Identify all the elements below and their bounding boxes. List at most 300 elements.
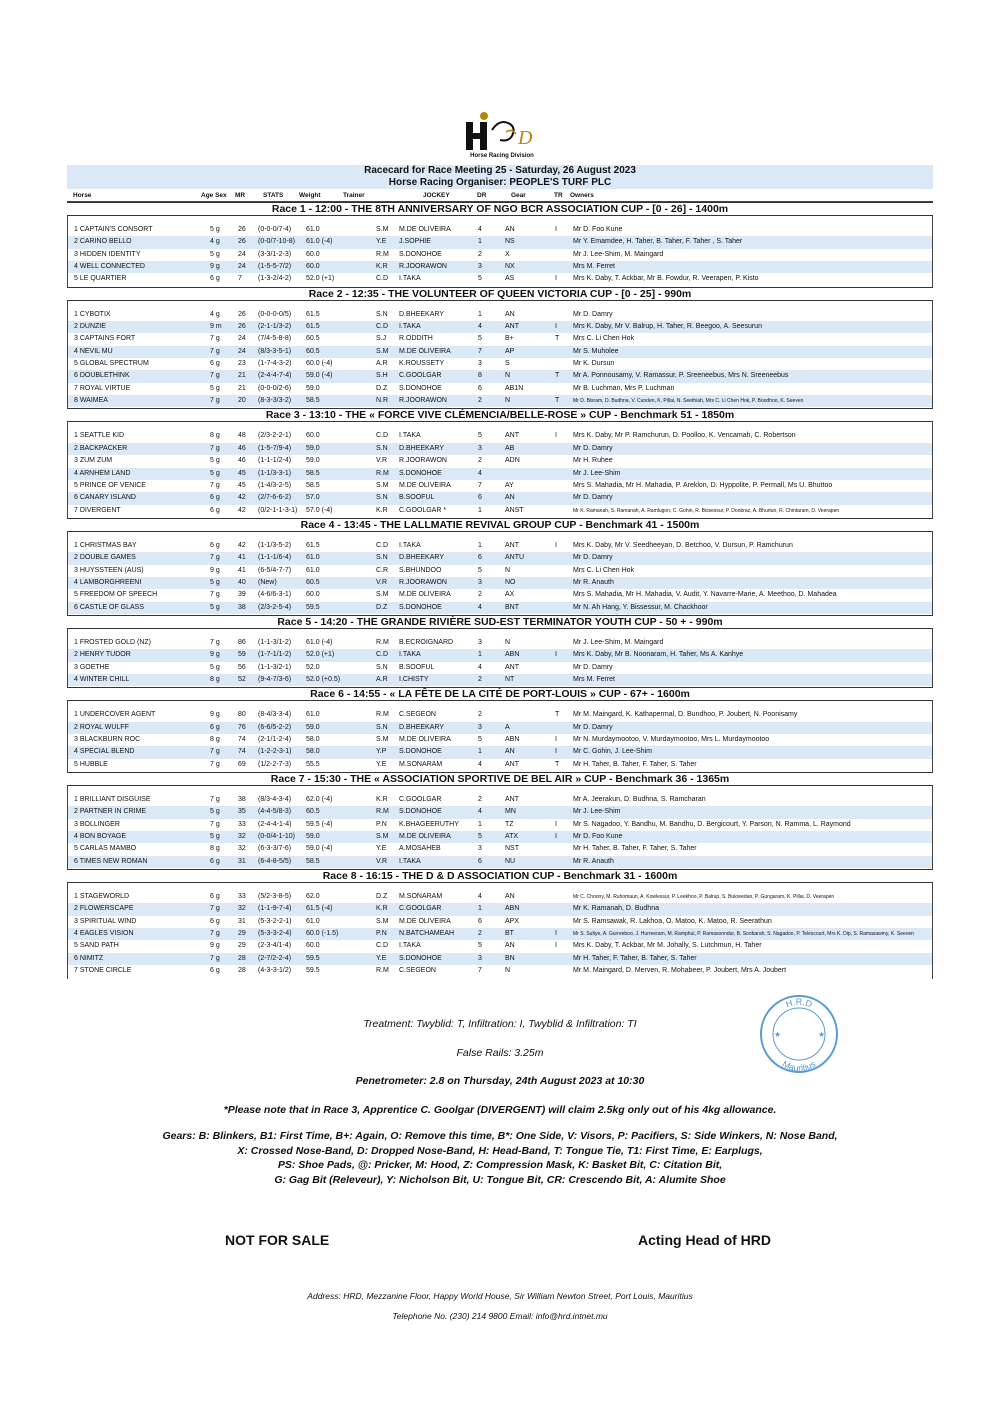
cell-age: 5 g bbox=[210, 663, 220, 671]
cell-jockey: C.GOOLGAR * bbox=[399, 506, 447, 514]
race-table bbox=[67, 216, 933, 287]
cell-stats: (6-5/4-7-7) bbox=[258, 566, 292, 574]
cell-weight: 57.0 bbox=[306, 494, 320, 502]
cell-horse: 5 SAND PATH bbox=[74, 942, 119, 950]
cell-dr: 3 bbox=[478, 444, 482, 452]
cell-age: 9 g bbox=[210, 263, 220, 271]
cell-gear: NX bbox=[505, 263, 515, 271]
cell-trainer: R.M bbox=[376, 250, 389, 258]
cell-horse: 7 DIVERGENT bbox=[74, 506, 121, 514]
cell-gear: NS bbox=[505, 238, 515, 246]
cell-age: 7 g bbox=[210, 591, 220, 599]
table-row bbox=[68, 891, 932, 903]
cell-owners: Mrs K. Daby, T. Ackbar, Mr B. Fowdur, R. Veerapen, P. Kisto bbox=[573, 275, 759, 283]
cell-trainer: S.N bbox=[376, 663, 388, 671]
cell-weight: 61.0 bbox=[306, 226, 320, 233]
table-row bbox=[68, 430, 932, 442]
cell-jockey: R.JOORAWON bbox=[399, 578, 447, 586]
cell-gear: ANT bbox=[505, 760, 519, 768]
cell-tr: I bbox=[555, 226, 557, 233]
table-row bbox=[68, 831, 932, 843]
cell-gear: N bbox=[505, 372, 511, 380]
cell-stats: (2-4-4-1-4) bbox=[258, 820, 292, 828]
cell-stats: (4-4-5/8-3) bbox=[258, 808, 292, 816]
cell-stats: (1/2-2-7-3) bbox=[258, 760, 292, 768]
cell-owners: Mr D. Damry bbox=[573, 444, 613, 452]
cell-stats: (1-7-4-3-2) bbox=[258, 360, 292, 368]
cell-gear: AN bbox=[505, 310, 515, 318]
cell-trainer: Y.E bbox=[376, 954, 387, 962]
cell-stats: (5-3-2-2-1) bbox=[258, 917, 292, 925]
cell-owners: Mr S. Nagadoo, Y. Bandhu, M. Bandhu, D. Bergicourt, Y. Parson, N. Ramma, L. Raymond bbox=[573, 820, 851, 828]
cell-mr: 21 bbox=[238, 384, 246, 392]
cell-mr: 20 bbox=[238, 397, 246, 405]
cell-owners: Mrs K. Daby, Mr V. Seedheeyan, D. Betchoo, V. Dursun, P. Ramchurun bbox=[573, 541, 793, 549]
cell-horse: 1 FROSTED GOLD (NZ) bbox=[74, 638, 152, 646]
cell-jockey: M.DE OLIVEIRA bbox=[399, 736, 451, 743]
cell-jockey: B.SOOFUL bbox=[399, 663, 435, 671]
cell-dr: 3 bbox=[478, 638, 482, 646]
table-row bbox=[68, 273, 932, 285]
logo-caption: Horse Racing Division bbox=[470, 153, 534, 159]
cell-trainer: S.J bbox=[376, 335, 387, 343]
cell-mr: 35 bbox=[238, 808, 246, 816]
treatment-note: Treatment: Twyblid: T, Infiltration: I, Twyblid & Infiltration: TI bbox=[363, 1018, 637, 1030]
col-age-sex: Age Sex bbox=[201, 192, 227, 199]
table-row bbox=[68, 236, 932, 248]
cell-horse: 7 STONE CIRCLE bbox=[74, 967, 132, 975]
table-row bbox=[68, 358, 932, 370]
cell-age: 9 g bbox=[210, 651, 220, 659]
col-owners: Owners bbox=[570, 192, 594, 199]
cell-horse: 5 CARLAS MAMBO bbox=[74, 845, 137, 853]
cell-age: 8 g bbox=[210, 675, 220, 683]
cell-weight: 58.0 bbox=[306, 748, 320, 756]
table-row bbox=[68, 819, 932, 831]
cell-owners: Mr D. Damry bbox=[573, 310, 613, 318]
cell-mr: 26 bbox=[238, 226, 246, 233]
cell-trainer: S.N bbox=[376, 723, 388, 731]
cell-jockey: M.DE OLIVEIRA bbox=[399, 917, 451, 925]
cell-mr: 69 bbox=[238, 760, 246, 768]
cell-jockey: I.TAKA bbox=[399, 857, 421, 865]
cell-trainer: C.R bbox=[376, 566, 389, 574]
cell-owners: Mr S. Muholee bbox=[573, 347, 619, 355]
cell-stats: (6-3-3/7-6) bbox=[258, 845, 292, 853]
cell-stats: (2-1-1/3-2) bbox=[258, 323, 292, 331]
cell-trainer: A.R bbox=[376, 360, 388, 368]
cell-weight: 59.0 bbox=[306, 444, 320, 452]
cell-gear: ANT bbox=[505, 432, 519, 440]
cell-mr: 26 bbox=[238, 310, 246, 318]
cell-weight: 61.0 bbox=[306, 711, 320, 719]
cell-weight: 60.0 (-1.5) bbox=[306, 930, 339, 938]
cell-trainer: Y.P bbox=[376, 748, 387, 756]
cell-dr: 1 bbox=[478, 748, 482, 756]
gears-line-1: Gears: B: Blinkers, B1: First Time, B+: Again, O: Remove this time, B*: One Side, V: Visors, P: Pacifiers, S: Side Winkers, N: Nose Band, bbox=[162, 1130, 838, 1142]
cell-age: 4 g bbox=[210, 238, 220, 246]
cell-jockey: R.JOORAWON bbox=[399, 457, 447, 465]
table-row bbox=[68, 505, 932, 517]
cell-stats: (1-1-3/2-1) bbox=[258, 663, 292, 671]
cell-weight: 59.0 (-4) bbox=[306, 845, 333, 853]
cell-gear: ABN bbox=[505, 736, 520, 743]
svg-text:★: ★ bbox=[774, 1030, 782, 1039]
cell-owners: Mr D. Foo Kune bbox=[573, 226, 623, 233]
cell-weight: 59.0 (-4) bbox=[306, 372, 333, 380]
col-horse: Horse bbox=[73, 192, 92, 199]
cell-jockey: A.MOSAHEB bbox=[399, 845, 441, 853]
table-row bbox=[68, 565, 932, 577]
cell-dr: 2 bbox=[478, 250, 482, 258]
cell-horse: 4 ARNHEM LAND bbox=[74, 469, 131, 477]
cell-age: 7 g bbox=[210, 554, 220, 562]
cell-horse: 4 WINTER CHILL bbox=[74, 675, 130, 683]
cell-jockey: M.DE OLIVEIRA bbox=[399, 347, 451, 355]
cell-owners: Mrs M. Ferret bbox=[573, 675, 615, 683]
svg-text:Mauritius bbox=[781, 1059, 818, 1073]
cell-horse: 3 HIDDEN IDENTITY bbox=[74, 250, 141, 258]
cell-trainer: K.R bbox=[376, 263, 388, 271]
cell-mr: 28 bbox=[238, 967, 246, 975]
cell-age: 5 g bbox=[210, 603, 220, 611]
race-title: Race 3 - 13:10 - THE « FORCE VIVE CLÉMENCIA/BELLE-ROSE » CUP - Benchmark 51 - 1850m bbox=[67, 408, 933, 422]
cell-trainer: S.M bbox=[376, 736, 389, 743]
race-title: Race 2 - 12:35 - THE VOLUNTEER OF QUEEN VICTORIA CUP - [0 - 25] - 990m bbox=[67, 287, 933, 301]
cell-horse: 4 NEVIL MU bbox=[74, 347, 113, 355]
cell-mr: 45 bbox=[238, 469, 246, 477]
cell-weight: 60.0 bbox=[306, 263, 320, 271]
cell-tr: I bbox=[555, 432, 557, 440]
cell-jockey: B.ECROIGNARD bbox=[399, 638, 454, 646]
table-row bbox=[68, 395, 932, 407]
cell-horse: 1 SEATTLE KID bbox=[74, 432, 125, 440]
cell-gear: ANT bbox=[505, 796, 519, 804]
cell-owners: Mr R. Anauth bbox=[573, 857, 614, 865]
cell-trainer: P.N bbox=[376, 820, 387, 828]
cell-gear: AY bbox=[505, 481, 514, 489]
cell-mr: 46 bbox=[238, 444, 246, 452]
cell-trainer: V.R bbox=[376, 457, 388, 465]
cell-stats: (1-1/3-3-1) bbox=[258, 469, 292, 477]
cell-mr: 26 bbox=[238, 238, 246, 246]
cell-owners: Mr S. Sultye, A. Gurreeboo, J. Hurreeram, M. Ramphul, P. Ramasoondur, B. Soobarah, S. Nagadoo, P. Telescourt, Mrs K. Dip, S. Ramasawmy, K. Seeven bbox=[573, 931, 914, 938]
cell-mr: 40 bbox=[238, 578, 246, 586]
cell-dr: 2 bbox=[478, 397, 482, 405]
not-for-sale: NOT FOR SALE bbox=[225, 1232, 330, 1248]
cell-dr: 4 bbox=[478, 226, 482, 233]
cell-owners: Mr H. Ruhee bbox=[573, 457, 613, 465]
cell-age: 6 g bbox=[210, 506, 220, 514]
column-header bbox=[67, 191, 933, 202]
cell-age: 6 g bbox=[210, 917, 220, 925]
cell-mr: 86 bbox=[238, 638, 246, 646]
cell-stats: (5-3-3-2-4) bbox=[258, 930, 292, 938]
cell-age: 5 g bbox=[210, 578, 220, 586]
cell-mr: 74 bbox=[238, 736, 246, 743]
cell-dr: 4 bbox=[478, 893, 482, 901]
organiser: Horse Racing Organiser: PEOPLE'S TURF PLC bbox=[67, 177, 933, 189]
stamp-bottom-text: Mauritius bbox=[780, 1058, 818, 1074]
col-stats: STATS bbox=[263, 192, 284, 199]
cell-owners: Mr D. Bisram, D. Budhna, V. Cunden, K. Pillai, N. Seethiah, Mrs C. Li Chen Hok, P. Boodhoo, K. Seeven bbox=[573, 398, 804, 405]
cell-weight: 61.0 bbox=[306, 917, 320, 925]
cell-trainer: K.R bbox=[376, 905, 388, 913]
cell-tr: T bbox=[555, 372, 560, 380]
cell-jockey: K.ROUSSETY bbox=[399, 360, 445, 368]
cell-stats: (9-4-7/3-6) bbox=[258, 675, 292, 683]
cell-age: 7 g bbox=[210, 760, 220, 768]
race-table bbox=[67, 883, 933, 978]
cell-gear: BNT bbox=[505, 603, 519, 611]
cell-tr: I bbox=[555, 942, 557, 950]
cell-mr: 24 bbox=[238, 263, 246, 271]
cell-trainer: K.R bbox=[376, 506, 388, 514]
cell-age: 7 g bbox=[210, 930, 220, 938]
cell-mr: 21 bbox=[238, 372, 246, 380]
cell-dr: 5 bbox=[478, 432, 482, 440]
cell-gear: AN bbox=[505, 748, 515, 756]
table-row bbox=[68, 333, 932, 345]
cell-stats: (1-1-3/1-2) bbox=[258, 638, 292, 646]
cell-mr: 32 bbox=[238, 905, 246, 913]
cell-age: 7 g bbox=[210, 397, 220, 405]
cell-owners: Mr N. Murdaymootoo, V. Murdaymootoo, Mrs L. Murdaymootoo bbox=[573, 736, 770, 743]
cell-trainer: Y.E bbox=[376, 760, 387, 768]
cell-owners: Mrs S. Mahadia, Mr H. Mahadia, V. Audit, Y. Navarre-Marie, A. Meethoo, D. Mahadea bbox=[573, 591, 837, 599]
cell-horse: 3 SPIRITUAL WIND bbox=[74, 917, 137, 925]
cell-horse: 6 DOUBLETHINK bbox=[74, 372, 130, 380]
cell-gear: AX bbox=[505, 591, 515, 599]
table-row bbox=[68, 759, 932, 771]
cell-tr: I bbox=[555, 930, 557, 938]
cell-jockey: R.JOORAWON bbox=[399, 397, 447, 405]
cell-age: 6 g bbox=[210, 857, 220, 865]
cell-owners: Mr N. Ah Hang, Y. Bissessur, M. Chackhoor bbox=[573, 603, 708, 611]
table-row bbox=[68, 649, 932, 661]
cell-dr: 1 bbox=[478, 506, 482, 514]
cell-gear: ABN bbox=[505, 651, 520, 659]
cell-horse: 3 CAPTAINS FORT bbox=[74, 335, 136, 343]
cell-trainer: P.N bbox=[376, 930, 387, 938]
table-row bbox=[68, 589, 932, 601]
cell-dr: 5 bbox=[478, 275, 482, 283]
cell-jockey: S.DONOHOE bbox=[399, 954, 442, 962]
cell-dr: 2 bbox=[478, 591, 482, 599]
cell-gear: A bbox=[505, 723, 510, 731]
cell-weight: 58.5 bbox=[306, 469, 320, 477]
cell-dr: 4 bbox=[478, 663, 482, 671]
cell-mr: 74 bbox=[238, 748, 246, 756]
cell-weight: 61.5 bbox=[306, 310, 320, 318]
cell-jockey: S.DONOHOE bbox=[399, 603, 442, 611]
cell-mr: 45 bbox=[238, 481, 246, 489]
cell-trainer: V.R bbox=[376, 857, 388, 865]
cell-age: 5 g bbox=[210, 469, 220, 477]
cell-mr: 41 bbox=[238, 566, 246, 574]
cell-jockey: D.BHEEKARY bbox=[399, 310, 444, 318]
cell-jockey: M.DE OLIVEIRA bbox=[399, 226, 451, 233]
table-row bbox=[68, 602, 932, 614]
cell-gear: AN bbox=[505, 226, 515, 233]
cell-dr: 4 bbox=[478, 808, 482, 816]
cell-age: 9 g bbox=[210, 711, 220, 719]
race-table bbox=[67, 629, 933, 687]
cell-dr: 1 bbox=[478, 310, 482, 318]
cell-horse: 3 GOETHE bbox=[74, 663, 110, 671]
cell-weight: 59.5 bbox=[306, 603, 320, 611]
cell-weight: 59.0 bbox=[306, 457, 320, 465]
cell-tr: T bbox=[555, 397, 560, 405]
cell-owners: Mr D. Damry bbox=[573, 723, 613, 731]
cell-age: 6 g bbox=[210, 360, 220, 368]
cell-owners: Mrs S. Mahadia, Mr H. Mahadia, P. Areklon, D. Hyppolite, P. Permall, Ms U. Bhuttoo bbox=[573, 481, 833, 489]
cell-owners: Mrs K. Daby, Mr B. Noonaram, H. Taher, Ms A. Kanhye bbox=[573, 651, 744, 659]
cell-weight: 60.5 bbox=[306, 347, 320, 355]
cell-gear: ANT bbox=[505, 323, 519, 331]
col-gear: Gear bbox=[511, 192, 526, 199]
cell-stats: (8-4/3-3-4) bbox=[258, 711, 292, 719]
cell-jockey: D.BHEEKARY bbox=[399, 554, 444, 562]
cell-mr: 56 bbox=[238, 663, 246, 671]
table-row bbox=[68, 309, 932, 321]
cell-stats: (8/3-4-3-4) bbox=[258, 796, 292, 804]
cell-jockey: C.SEGEON bbox=[399, 967, 436, 975]
cell-trainer: S.M bbox=[376, 833, 389, 841]
cell-owners: Mrs K. Daby, Mr P. Ramchurun, D. Poolloo, K. Vencamah, C. Robertson bbox=[573, 432, 796, 440]
cell-trainer: Y.E bbox=[376, 845, 387, 853]
cell-trainer: C.D bbox=[376, 942, 389, 950]
cell-age: 7 g bbox=[210, 954, 220, 962]
cell-trainer: D.Z bbox=[376, 893, 388, 901]
cell-mr: 41 bbox=[238, 554, 246, 562]
cell-horse: 2 FLOWERSCAPE bbox=[74, 905, 134, 913]
cell-weight: 59.5 bbox=[306, 954, 320, 962]
cell-owners: Mr H. Taher, B. Taher, F. Taher, S. Taher bbox=[573, 845, 697, 853]
cell-stats: (6-4-8-5/5) bbox=[258, 857, 292, 865]
cell-trainer: D.Z bbox=[376, 384, 388, 392]
cell-trainer: Y.E bbox=[376, 238, 387, 246]
telephone: Telephone No. (230) 214 9800 Email: info@hrd.intnet.mu bbox=[392, 1311, 608, 1321]
cell-gear: ABN bbox=[505, 905, 520, 913]
cell-stats: (8/3-3-5-1) bbox=[258, 347, 292, 355]
cell-horse: 1 STAGEWORLD bbox=[74, 893, 130, 901]
cell-horse: 6 TIMES NEW ROMAN bbox=[74, 857, 148, 865]
cell-horse: 6 CASTLE OF GLASS bbox=[74, 603, 145, 611]
cell-stats: (4-3-3-1/2) bbox=[258, 967, 292, 975]
cell-trainer: N.R bbox=[376, 397, 389, 405]
cell-horse: 1 CYBOTIX bbox=[74, 310, 111, 318]
cell-owners: Mr M. Maingard, D. Merven, R. Mohabeer, P. Joubert, Mrs A. Joubert bbox=[573, 967, 787, 975]
cell-dr: 4 bbox=[478, 760, 482, 768]
cell-mr: 59 bbox=[238, 651, 246, 659]
cell-mr: 24 bbox=[238, 250, 246, 258]
cell-age: 9 g bbox=[210, 566, 220, 574]
cell-stats: (8-3-3/3-2) bbox=[258, 397, 292, 405]
cell-stats: (1-1/3-5-2) bbox=[258, 541, 292, 549]
table-row bbox=[68, 370, 932, 382]
cell-weight: 55.5 bbox=[306, 760, 320, 768]
cell-gear: NST bbox=[505, 845, 519, 853]
cell-tr: T bbox=[555, 711, 560, 719]
cell-stats: (6-6/5-2-2) bbox=[258, 723, 292, 731]
cell-dr: 8 bbox=[478, 372, 482, 380]
cell-gear: BN bbox=[505, 954, 515, 962]
cell-trainer: S.M bbox=[376, 347, 389, 355]
cell-stats: (1-5-7/9-4) bbox=[258, 444, 292, 452]
cell-owners: Mr D. Damry bbox=[573, 494, 613, 502]
cell-weight: 57.0 (-4) bbox=[306, 506, 333, 514]
cell-gear: AN bbox=[505, 494, 515, 502]
cell-jockey: D.BHEEKARY bbox=[399, 444, 444, 452]
cell-weight: 59.0 bbox=[306, 833, 320, 841]
cell-owners: Mr S. Ramsawak, R. Lakhoa, O. Matoo, K. Matoo, R. Seerathun bbox=[573, 917, 772, 925]
cell-dr: 5 bbox=[478, 833, 482, 841]
cell-stats: (0-0/7-10-8) bbox=[258, 238, 295, 246]
cell-stats: (1-7-1/1-2) bbox=[258, 651, 292, 659]
gears-legend bbox=[67, 1129, 933, 1187]
table-row bbox=[68, 734, 932, 746]
cell-weight: 61.0 bbox=[306, 554, 320, 562]
cell-gear: AP bbox=[505, 347, 515, 355]
cell-stats: (2/7-6-6-2) bbox=[258, 494, 292, 502]
table-row bbox=[68, 261, 932, 273]
gears-line-4: G: Gag Bit (Releveur), Y: Nicholson Bit, U: Tongue Bit, CR: Crescendo Bit, A: Alumite Shoe bbox=[274, 1173, 726, 1186]
col-tr: TR bbox=[554, 192, 563, 199]
cell-age: 6 g bbox=[210, 723, 220, 731]
cell-dr: 4 bbox=[478, 469, 482, 477]
stamp-top-text: H.R.D bbox=[784, 997, 814, 1010]
race3-note: *Please note that in Race 3, Apprentice C. Goolgar (DIVERGENT) will claim 2.5kg only out of his 4kg allowance. bbox=[223, 1104, 777, 1116]
cell-owners: Mr K. Ramanah, S. Ramanah, A. Ramlugon, C. Gohin, R. Bissessur, P. Doobraz, A. Bhurtun, R. Chintaram, D. Veerapen bbox=[573, 507, 840, 514]
cell-trainer: C.D bbox=[376, 432, 389, 440]
cell-dr: 3 bbox=[478, 723, 482, 731]
cell-owners: Mr J. Lee-Shim, M. Maingard bbox=[573, 638, 664, 646]
cell-stats: (New) bbox=[258, 578, 277, 586]
page-title: Racecard for Race Meeting 25 - Saturday, 26 August 2023 bbox=[67, 165, 933, 177]
cell-age: 5 g bbox=[210, 384, 220, 392]
cell-dr: 3 bbox=[478, 845, 482, 853]
cell-stats: (0-0-0/7-4) bbox=[258, 226, 292, 233]
cell-age: 5 g bbox=[210, 833, 220, 841]
table-row bbox=[68, 321, 932, 333]
cell-jockey: S.DONOHOE bbox=[399, 250, 442, 258]
cell-owners: Mrs M. Ferret bbox=[573, 263, 615, 271]
cell-horse: 1 CHRISTMAS BAY bbox=[74, 541, 137, 549]
cell-weight: 61.5 (-4) bbox=[306, 905, 333, 913]
cell-dr: 6 bbox=[478, 554, 482, 562]
cell-dr: 3 bbox=[478, 578, 482, 586]
cell-tr: I bbox=[555, 748, 557, 756]
cell-weight: 60.5 bbox=[306, 578, 320, 586]
cell-owners: Mrs K. Daby, T. Ackbar, Mr M. Johally, S. Lutchmun, H. Taher bbox=[573, 942, 762, 950]
col-mr: MR bbox=[235, 192, 246, 199]
col-dr: DR bbox=[477, 192, 487, 199]
cell-gear: AB1N bbox=[505, 384, 524, 392]
table-row bbox=[68, 662, 932, 674]
cell-trainer: C.D bbox=[376, 651, 389, 659]
cell-gear: N bbox=[505, 566, 511, 574]
cell-weight: 60.0 bbox=[306, 591, 320, 599]
cell-jockey: C.GOOLGAR bbox=[399, 372, 442, 380]
cell-dr: 6 bbox=[478, 494, 482, 502]
cell-trainer: K.R bbox=[376, 796, 388, 804]
cell-dr: 6 bbox=[478, 857, 482, 865]
cell-mr: 42 bbox=[238, 541, 246, 549]
cell-stats: (2-3-4/1-4) bbox=[258, 942, 292, 950]
table-row bbox=[68, 709, 932, 721]
cell-gear: ANT bbox=[505, 541, 519, 549]
